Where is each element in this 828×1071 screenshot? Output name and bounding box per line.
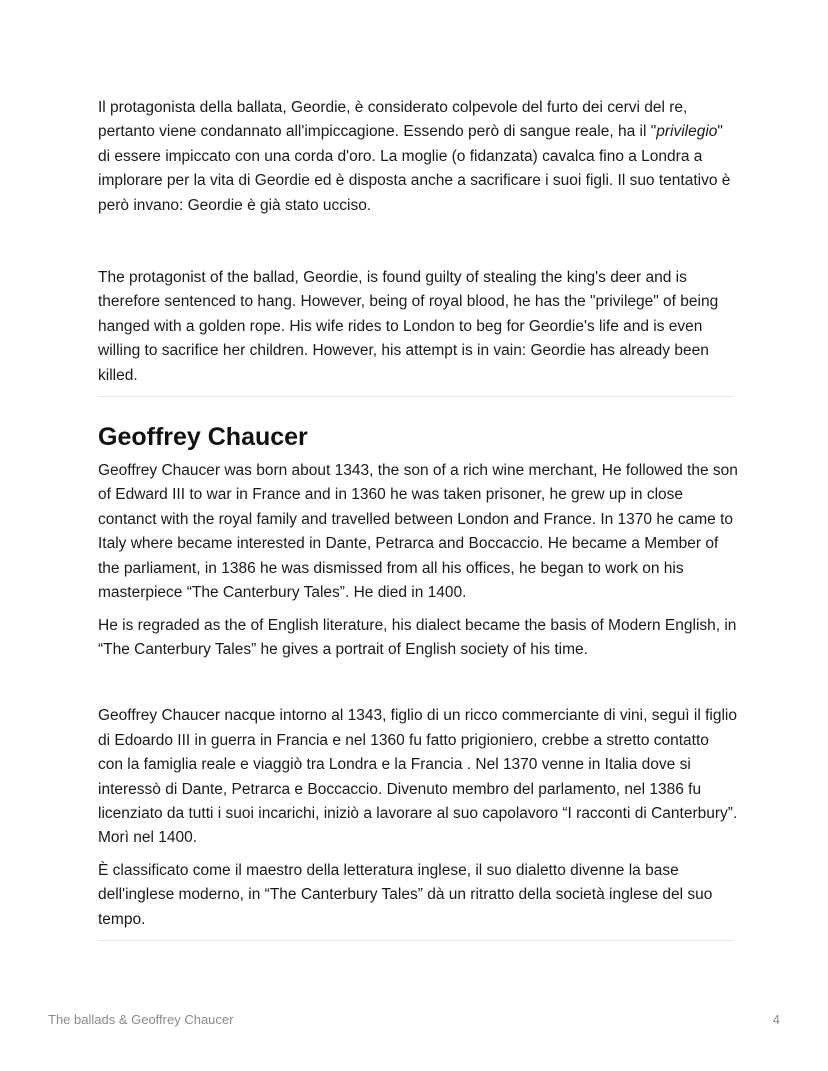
ballad-italian-text-end: " di essere impiccato con una corda d'oro. La moglie (o fidanzata) cavalca fino a Londra a implorare per la vita di Geordie ed è disposta anche a sacrificare i suoi figli. Il suo tentativo è però invano: Geordie è già stato ucciso. [98, 123, 731, 214]
page-content [98, 96, 738, 941]
ballad-italian-text-start: Il protagonista della ballata, Geordie, è considerato colpevole del furto dei cervi del re, pertanto viene condannato all'impiccagione. Essendo però di sangue reale, ha il " [98, 99, 688, 141]
ballad-english-paragraph: The protagonist of the ballad, Geordie, is found guilty of stealing the king's deer and is therefore sentenced to hang. However, being of royal blood, he has the "privilege" of being hanged with a golden rope. His wife rides to London to beg for Geordie's life and is even willing to sacrifice her children. However, his attempt is in vain: Geordie has already been killed. [98, 269, 719, 384]
ballad-italian-paragraph [98, 96, 738, 218]
chaucer-english-paragraph-1: Geoffrey Chaucer was born about 1343, the son of a rich wine merchant, He followed the son of Edward III to war in France and in 1360 he was taken prisoner, he grew up in close contanct with the royal family and travelled between London and France. In 1370 he came to Italy where became interested in Dante, Petrarca and Boccaccio. He became a Member of the parliament, in 1386 he was dismissed from all his offices, he began to work on his masterpiece “The Canterbury Tales”. He died in 1400. [98, 462, 738, 602]
footer-title: The ballads & Geoffrey Chaucer [48, 1012, 234, 1027]
chaucer-italian-paragraph-2: È classificato come il maestro della letteratura inglese, il suo dialetto divenne la base dell'inglese moderno, in “The Canterbury Tales” dà un ritratto della società inglese del suo tempo. [98, 861, 713, 928]
section-divider-bottom [98, 940, 732, 941]
chaucer-english-paragraph-2: He is regraded as the of English literature, his dialect became the basis of Modern English, in “The Canterbury Tales” he gives a portrait of English society of his time. [98, 616, 737, 658]
ballad-italian-emphasis: privilegio [656, 123, 718, 141]
section-heading: Geoffrey Chaucer [98, 423, 308, 452]
chaucer-italian-paragraph-1: Geoffrey Chaucer nacque intorno al 1343, figlio di un ricco commerciante di vini, seguì il figlio di Edoardo III in guerra in Francia e nel 1360 fu fatto prigioniero, crebbe a stretto contatto con la famiglia reale e viaggiò tra Londra e la Francia . Nel 1370 venne in Italia dove si interessò di Dante, Petrarca e Boccaccio. Divenuto membro del parlamento, nel 1386 fu licenziato da tutti i suoi incarichi, iniziò a lavorare al suo capolavoro “I racconti di Canterbury”. Morì nel 1400. [98, 707, 738, 847]
page-number: 4 [772, 1012, 780, 1027]
section-divider [98, 396, 732, 397]
